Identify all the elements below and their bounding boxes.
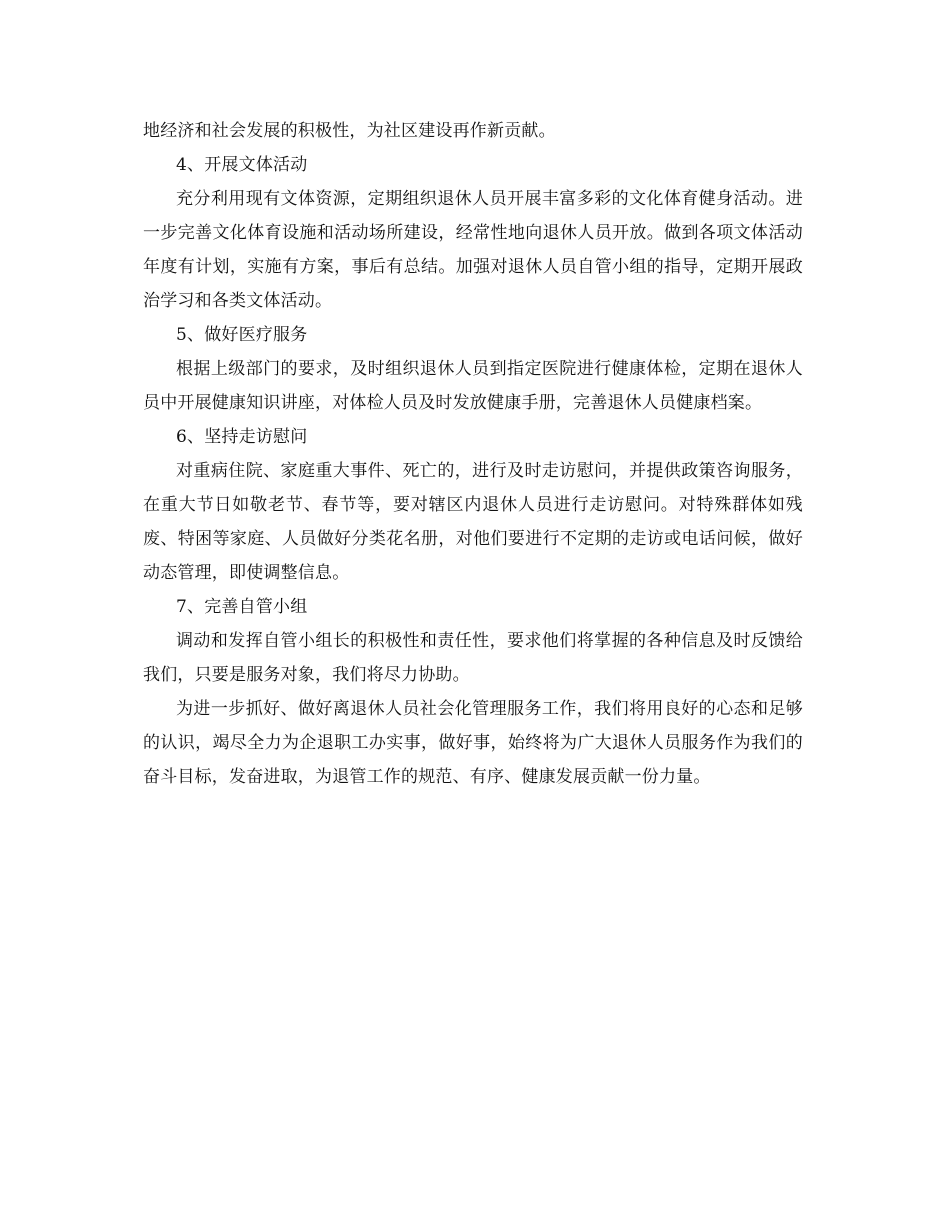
section-heading-5: 5、做好医疗服务 [176, 325, 308, 345]
section-heading-4: 4、开展文体活动 [176, 155, 308, 175]
paragraph-continuation: 地经济和社会发展的积极性，为社区建设再作新贡献。 [143, 121, 556, 141]
paragraph-conclusion: 为进一步抓好、做好离退休人员社会化管理服务工作，我们将用良好的心态和足够的认识，竭尽全力为企退职工办实事，做好事，始终将为广大退休人员服务作为我们的奋斗目标，发奋进取，为退管工作的规范、有序、健康发展贡献一份力量。 [143, 699, 803, 787]
paragraph-medical-service: 根据上级部门的要求，及时组织退休人员到指定医院进行健康体检，定期在退休人员中开展健康知识讲座，对体检人员及时发放健康手册，完善退休人员健康档案。 [143, 359, 803, 413]
document-body [143, 114, 803, 794]
paragraph-culture-sports: 充分利用现有文体资源，定期组织退休人员开展丰富多彩的文化体育健身活动。进一步完善文化体育设施和活动场所建设，经常性地向退休人员开放。做到各项文体活动年度有计划，实施有方案，事后有总结。加强对退休人员自管小组的指导，定期开展政治学习和各类文体活动。 [143, 189, 803, 311]
section-heading-7: 7、完善自管小组 [176, 597, 308, 617]
section-heading-6: 6、坚持走访慰问 [176, 427, 308, 447]
paragraph-visits: 对重病住院、家庭重大事件、死亡的，进行及时走访慰问，并提供政策咨询服务，在重大节日如敬老节、春节等，要对辖区内退休人员进行走访慰问。对特殊群体如残废、特困等家庭、人员做好分类花名册，对他们要进行不定期的走访或电话问候，做好动态管理，即使调整信息。 [143, 461, 803, 583]
paragraph-self-management: 调动和发挥自管小组长的积极性和责任性，要求他们将掌握的各种信息及时反馈给我们，只要是服务对象，我们将尽力协助。 [143, 631, 803, 685]
